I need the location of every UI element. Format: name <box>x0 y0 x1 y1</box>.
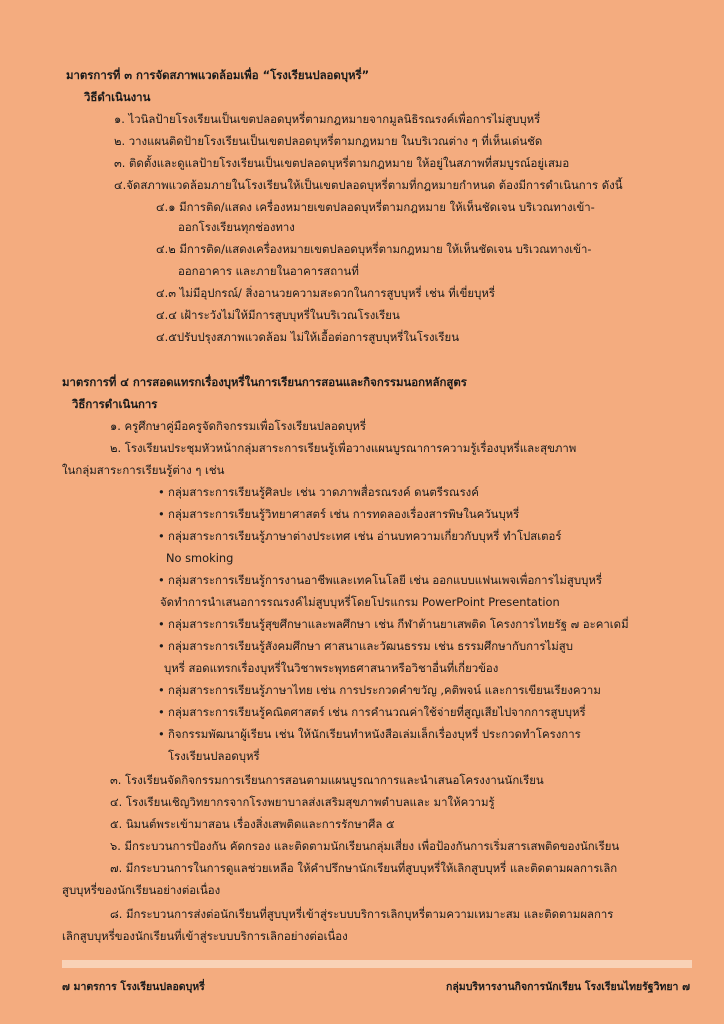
measure-4-item-7-cont: สูบบุหรี่ของนักเรียนอย่างต่อเนื่อง <box>62 883 221 897</box>
footer-left-text: ๗ มาตรการ โรงเรียนปลอดบุหรี่ <box>62 981 205 993</box>
bullet-marker: • <box>158 639 165 653</box>
measure-3-item-3: ๓. ติดตั้งและดูแลป้ายโรงเรียนเป็นเขตปลอดบุหรี่ตามกฎหมาย ให้อยู่ในสภาพที่สมบูรณ์อยู่เสมอ <box>114 156 570 170</box>
bullet-student-activities-cont: โรงเรียนปลอดบุหรี่ <box>168 749 260 763</box>
measure-4-item-6: ๖. มีกระบวนการป้องกัน คัดกรอง และติดตามนักเรียนกลุ่มเสี่ยง เพื่อป้องกันการเริ่มสารเสพติดของนักเรียน <box>110 839 620 853</box>
measure-3-title: มาตรการที่ ๓ การจัดสภาพแวดล้อมเพื่อ “โรงเรียนปลอดบุหรี่” <box>66 68 370 82</box>
measure-4-item-8: ๘. มีกระบวนการส่งต่อนักเรียนที่สูบบุหรี่เข้าสู่ระบบบริการเลิกบุหรี่ตามความเหมาะสม และติดตามผลการ <box>110 907 614 921</box>
bullet-marker: • <box>158 507 165 521</box>
bullet-marker: • <box>158 705 165 719</box>
measure-3-item-4: ๔.จัดสภาพแวดล้อมภายในโรงเรียนให้เป็นเขตปลอดบุหรี่ตามที่กฎหมายกำหนด ต้องมีการดำเนินการ ดังนี้ <box>114 178 623 192</box>
bullet-marker: • <box>158 727 165 741</box>
bullet-mathematics: กลุ่มสาระการเรียนรู้คณิตศาสตร์ เช่น การคำนวณค่าใช้จ่ายที่สูญเสียไปจากการสูบบุหรี่ <box>168 705 586 719</box>
measure-3-sub-2-cont: ออกอาคาร และภายในอาคารสถานที่ <box>178 264 359 278</box>
measure-4-title: มาตรการที่ ๔ การสอดแทรกเรื่องบุหรี่ในการเรียนการสอนและกิจกรรมนอกหลักสูตร <box>62 375 467 389</box>
measure-4-item-7: ๗. มีกระบวนการในการดูแลช่วยเหลือ ให้คำปรึกษานักเรียนที่สูบบุหรี่ให้เลิกสูบบุหรี่ และติดตามผลการเลิก <box>110 861 618 875</box>
bullet-technology-cont: จัดทำการนำเสนอการรณรงค์ไม่สูบบุหรี่โดยโปรแกรม PowerPoint Presentation <box>160 595 560 609</box>
measure-4-item-5: ๕. นิมนต์พระเข้ามาสอน เรื่องสิ่งเสพติดและการรักษาศีล ๕ <box>110 817 395 831</box>
bullet-foreign-language: กลุ่มสาระการเรียนรู้ภาษาต่างประเทศ เช่น อ่านบทความเกี่ยวกับบุหรี่ ทำโปสเตอร์ <box>168 529 562 543</box>
measure-4-method-heading: วิธีการดำเนินการ <box>72 397 158 411</box>
bullet-health-pe: กลุ่มสาระการเรียนรู้สุขศึกษาและพลศึกษา เช่น กีฬาต้านยาเสพติด โครงการไทยรัฐ ๗ อะคาเดมี่ <box>168 617 629 631</box>
bullet-marker: • <box>158 529 165 543</box>
measure-3-sub-1: ๔.๑ มีการติด/แสดง เครื่องหมายเขตปลอดบุหรี่ตามกฎหมาย ให้เห็นชัดเจน บริเวณทางเข้า- <box>156 200 595 214</box>
measure-3-item-1: ๑. ไวนิลป้ายโรงเรียนเป็นเขตปลอดบุหรี่ตามกฎหมายจากมูลนิธิรณรงค์เพื่อการไม่สูบบุหรี่ <box>114 112 541 126</box>
footer-right-text: กลุ่มบริหารงานกิจการนักเรียน โรงเรียนไทยรัฐวิทยา ๗ <box>446 981 690 993</box>
bullet-social-studies: กลุ่มสาระการเรียนรู้สังคมศึกษา ศาสนาและวัฒนธรรม เช่น ธรรมศึกษากับการไม่สูบ <box>168 639 573 653</box>
bullet-arts: กลุ่มสาระการเรียนรู้ศิลปะ เช่น วาดภาพสื่อรณรงค์ ดนตรีรณรงค์ <box>168 485 479 499</box>
measure-3-sub-2: ๔.๒ มีการติด/แสดงเครื่องหมายเขตปลอดบุหรี่ตามกฎหมาย ให้เห็นชัดเจน บริเวณทางเข้า- <box>156 242 592 256</box>
bullet-marker: • <box>158 683 165 697</box>
measure-3-sub-3: ๔.๓ ไม่มีอุปกรณ์/ สิ่งอานวยความสะดวกในการสูบบุหรี่ เช่น ที่เขี่ยบุหรี่ <box>156 286 495 300</box>
bullet-marker: • <box>158 573 165 587</box>
measure-4-item-4: ๔. โรงเรียนเชิญวิทยากรจากโรงพยาบาลส่งเสริมสุขภาพตำบลและ มาให้ความรู้ <box>110 795 495 809</box>
measure-3-sub-4: ๔.๔ เฝ้าระวังไม่ให้มีการสูบบุหรี่ในบริเวณโรงเรียน <box>156 308 400 322</box>
measure-4-item-2: ๒. โรงเรียนประชุมหัวหน้ากลุ่มสาระการเรียนรู้เพื่อวางแผนบูรณาการความรู้เรื่องบุหรี่และสุขภาพ <box>110 441 577 455</box>
bullet-science: กลุ่มสาระการเรียนรู้วิทยาศาสตร์ เช่น การทดลองเรื่องสารพิษในควันบุหรี่ <box>168 507 520 521</box>
measure-3-sub-5: ๔.๕ปรับปรุงสภาพแวดล้อม ไม่ให้เอื้อต่อการสูบบุหรี่ในโรงเรียน <box>156 330 459 344</box>
footer-divider <box>62 960 692 968</box>
bullet-student-activities: กิจกรรมพัฒนาผู้เรียน เช่น ให้นักเรียนทำหนังสือเล่มเล็กเรื่องบุหรี่ ประกวดทำโครงการ <box>168 727 581 741</box>
measure-4-item-8-cont: เลิกสูบบุหรี่ของนักเรียนที่เข้าสู่ระบบบริการเลิกอย่างต่อเนื่อง <box>62 929 348 943</box>
bullet-thai-language: กลุ่มสาระการเรียนรู้ภาษาไทย เช่น การประกวดคำขวัญ ,คติพจน์ และการเขียนเรียงความ <box>168 683 601 697</box>
measure-4-item-1: ๑. ครูศึกษาคู่มือครูจัดกิจกรรมเพื่อโรงเรียนปลอดบุหรี่ <box>110 419 367 433</box>
bullet-marker: • <box>158 485 165 499</box>
bullet-technology: กลุ่มสาระการเรียนรู้การงานอาชีพและเทคโนโลยี เช่น ออกแบบแฟนเพจเพื่อการไม่สูบบุหรี่ <box>168 573 602 587</box>
bullet-marker: • <box>158 617 165 631</box>
measure-3-sub-1-cont: ออกโรงเรียนทุกช่องทาง <box>178 220 295 234</box>
bullet-social-studies-cont: บุหรี่ สอดแทรกเรื่องบุหรี่ในวิชาพระพุทธศาสนาหรือวิชาอื่นที่เกี่ยวข้อง <box>164 661 499 675</box>
measure-4-item-3: ๓. โรงเรียนจัดกิจกรรมการเรียนการสอนตามแผนบูรณาการและนำเสนอโครงงานนักเรียน <box>110 773 544 787</box>
measure-4-item-2-cont: ในกลุ่มสาระการเรียนรู้ต่าง ๆ เช่น <box>62 463 225 477</box>
measure-3-item-2: ๒. วางแผนติดป้ายโรงเรียนเป็นเขตปลอดบุหรี่ตามกฎหมาย ในบริเวณต่าง ๆ ที่เห็นเด่นชัด <box>114 134 543 148</box>
measure-3-method-heading: วิธีดำเนินงาน <box>84 90 151 104</box>
bullet-foreign-language-cont: No smoking <box>166 551 234 565</box>
